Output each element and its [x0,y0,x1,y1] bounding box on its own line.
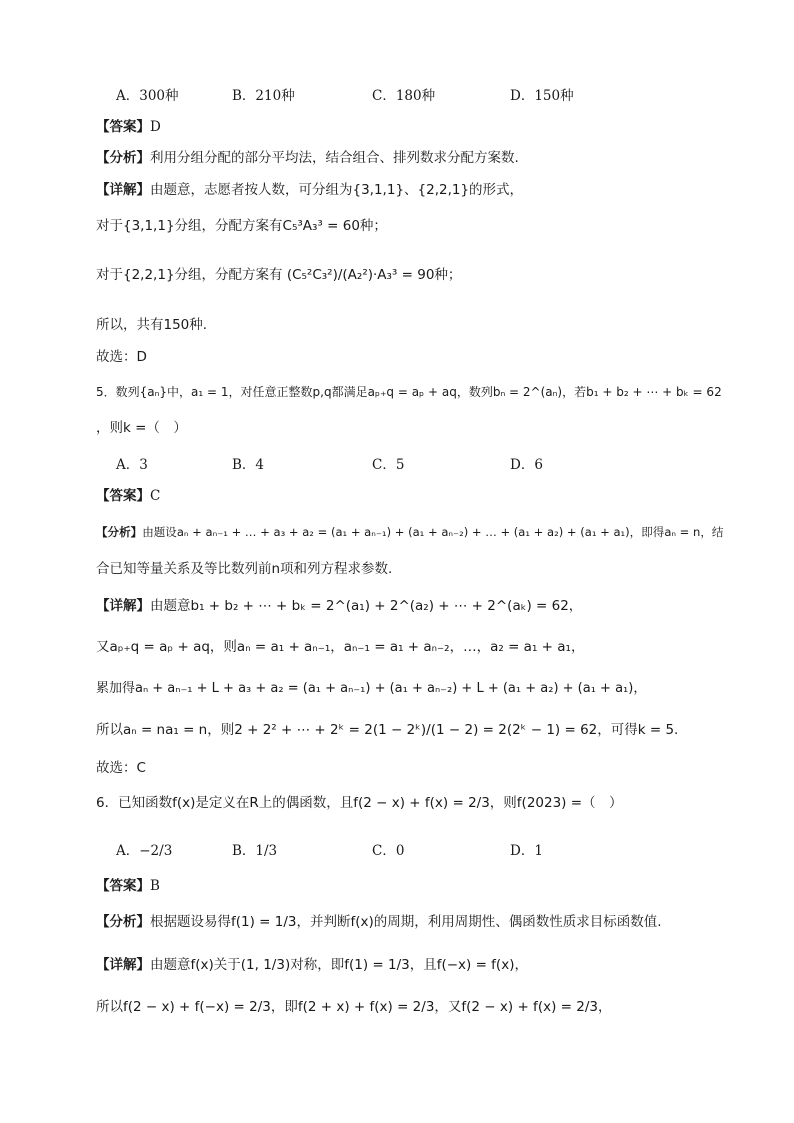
q5-analysis-2 [96,560,392,578]
q6-option-c: C．0 [372,843,405,859]
q6-detail-2 [96,998,611,1016]
analysis-tag: 【分析】 [96,525,143,539]
q4-analysis [96,149,519,167]
q4-detail-1 [96,181,523,199]
detail-text: 由题意，志愿者按人数，可分组为{3,1,1}、{2,2,1}的形式， [150,182,524,198]
q5-detail-4 [96,721,678,739]
q6-answer [96,877,160,895]
q4-answer [96,118,161,136]
detail-text: 对于{2,2,1}分组，分配方案有 (C₅²C₃²)/(A₂²)·A₃³ = 90种； [96,267,462,283]
answer-tag: 【答案】 [96,878,150,894]
q4-detail-3 [96,266,461,284]
q6-analysis [96,913,662,931]
q5-conclusion [96,759,146,777]
detail-text: 所以aₙ = na₁ = n，则2 + 2² + ⋯ + 2ᵏ = 2(1 − 2ᵏ)/(1 − 2) = 2(2ᵏ − 1) = 62，可得k = 5. [96,722,679,738]
conclusion-text: 故选：D [96,349,147,365]
detail-text: 由题意b₁ + b₂ + ⋯ + bₖ = 2^(a₁) + 2^(a₂) + ⋯ + 2^(aₖ) = 62， [150,598,583,614]
q4-detail-2 [96,217,387,235]
q6-options [0,839,794,859]
q6-option-b: B．1/3 [232,843,278,859]
q5-stem-2 [96,419,187,437]
detail-text: 所以f(2 − x) + f(−x) = 2/3，即f(2 + x) + f(x) = 2/3，又f(2 − x) + f(x) = 2/3， [96,999,612,1015]
analysis-text: 由题设aₙ + aₙ₋₁ + … + a₃ + a₂ = (a₁ + aₙ₋₁) + (a₁ + aₙ₋₂) + … + (a₁ + a₂) + (a₁ + a₁)，即得aₙ = n，结 [142,525,724,539]
q5-detail-3 [96,680,646,698]
detail-text: 对于{3,1,1}分组，分配方案有C₅³A₃³ = 60种； [96,218,387,234]
q5-options [0,453,794,473]
answer-value: D [150,119,161,135]
q5-analysis-1 [96,523,723,541]
detail-tag: 【详解】 [96,182,150,198]
q5-option-a: A．3 [116,457,148,473]
analysis-text: 利用分组分配的部分平均法，结合组合、排列数求分配方案数. [150,150,519,166]
question-stem: 5．数列{aₙ}中，a₁ = 1，对任意正整数p,q都满足aₚ₊q = aₚ + aq，数列bₙ = 2^(aₙ)，若b₁ + b₂ + ⋯ + bₖ = 62 [96,385,722,399]
q5-option-d: D．6 [510,457,543,473]
q6-option-a: A．−2/3 [116,843,173,859]
q4-conclusion [96,348,147,366]
q4-options [0,84,794,104]
q5-answer [96,487,160,505]
detail-tag: 【详解】 [96,957,150,973]
q5-detail-1 [96,597,582,615]
q5-detail-2 [96,638,584,656]
q6-stem [96,794,623,812]
analysis-tag: 【分析】 [96,914,150,930]
question-stem: ，则k =（ ） [96,420,187,436]
analysis-text: 根据题设易得f(1) = 1/3，并判断f(x)的周期，利用周期性、偶函数性质求目标函数值. [150,914,662,930]
analysis-text: 合已知等量关系及等比数列前n项和列方程求参数. [96,561,393,577]
q6-option-d: D．1 [510,843,543,859]
detail-text: 所以，共有150种. [96,317,208,333]
answer-value: C [150,488,161,504]
answer-value: B [150,878,160,894]
detail-tag: 【详解】 [96,598,150,614]
q4-option-a: A．300种 [116,88,179,104]
q4-option-d: D．150种 [510,88,574,104]
answer-tag: 【答案】 [96,488,150,504]
detail-text: 由题意f(x)关于(1, 1/3)对称，即f(1) = 1/3，且f(−x) = f(x)， [150,957,528,973]
analysis-tag: 【分析】 [96,150,150,166]
answer-tag: 【答案】 [96,119,150,135]
question-stem: 6．已知函数f(x)是定义在R上的偶函数，且f(2 − x) + f(x) = 2/3，则f(2023) =（ ） [96,795,623,811]
q5-stem-1 [96,383,722,401]
detail-text: 又aₚ₊q = aₚ + aq，则aₙ = a₁ + aₙ₋₁，aₙ₋₁ = a₁ + aₙ₋₂，…，a₂ = a₁ + a₁， [96,639,585,655]
detail-text: 累加得aₙ + aₙ₋₁ + L + a₃ + a₂ = (a₁ + aₙ₋₁) + (a₁ + aₙ₋₂) + L + (a₁ + a₂) + (a₁ + a₁)， [96,681,647,696]
q4-option-c: C．180种 [372,88,436,104]
q6-detail-1 [96,956,528,974]
conclusion-text: 故选：C [96,760,146,776]
q5-option-c: C．5 [372,457,405,473]
q4-option-b: B．210种 [232,88,295,104]
q5-option-b: B．4 [232,457,265,473]
q4-detail-4 [96,316,207,334]
